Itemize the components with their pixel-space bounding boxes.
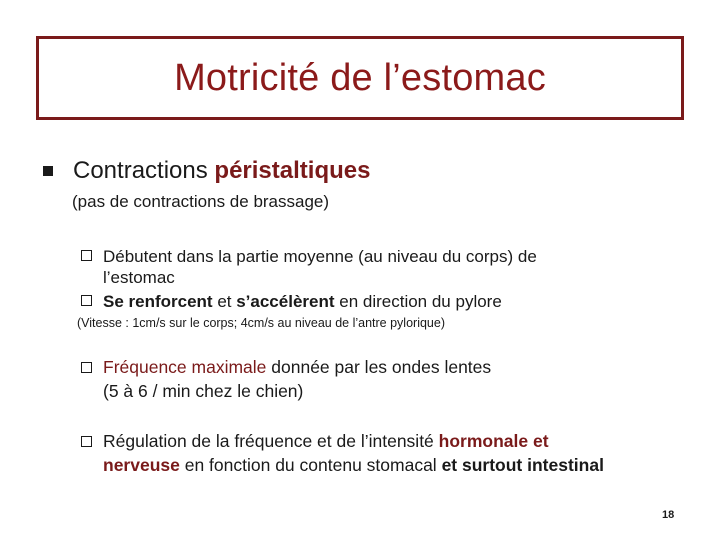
checkbox-bullet-icon xyxy=(81,436,92,447)
checkbox-bullet-icon xyxy=(81,250,92,261)
list-item-debut xyxy=(103,246,537,288)
speed-note: (Vitesse : 1cm/s sur le corps; 4cm/s au niveau de l’antre pylorique) xyxy=(77,316,445,330)
et-text: et xyxy=(212,292,237,311)
accelerent-text: s’accélèrent xyxy=(236,292,335,311)
checkbox-bullet-icon xyxy=(81,362,92,373)
checkbox-bullet-icon xyxy=(81,295,92,306)
list-item-frequence xyxy=(103,355,491,403)
main-bullet-prefix: Contractions xyxy=(73,157,215,184)
direction-text: en direction du pylore xyxy=(334,292,502,311)
list-item-debut-line1: Débutent dans la partie moyenne (au niveau du corps) de xyxy=(103,247,537,266)
regulation-nerveuse: nerveuse xyxy=(103,455,180,475)
list-item-regulation xyxy=(103,429,604,477)
frequence-line2: (5 à 6 / min chez le chien) xyxy=(103,381,304,401)
main-bullet-highlight: péristaltiques xyxy=(214,157,371,184)
title-box xyxy=(36,36,684,120)
main-bullet-text xyxy=(73,157,370,185)
regulation-intestinal: et surtout intestinal xyxy=(441,455,604,475)
list-item-debut-line2: l’estomac xyxy=(103,268,175,287)
square-bullet-icon xyxy=(43,166,53,176)
page-title: Motricité de l’estomac xyxy=(174,56,546,99)
regulation-part4: en fonction du contenu stomacal xyxy=(179,455,442,475)
renforcent-text: Se renforcent xyxy=(103,292,213,311)
regulation-part1: Régulation de la fréquence et de l’intensité xyxy=(103,431,439,451)
regulation-hormonale: hormonale et xyxy=(438,431,549,451)
list-item-renforcent xyxy=(103,291,502,312)
frequence-rest: donnée par les ondes lentes xyxy=(266,357,492,377)
frequence-highlight: Fréquence maximale xyxy=(103,357,267,377)
page-number: 18 xyxy=(662,509,675,521)
brassage-note: (pas de contractions de brassage) xyxy=(72,192,330,211)
